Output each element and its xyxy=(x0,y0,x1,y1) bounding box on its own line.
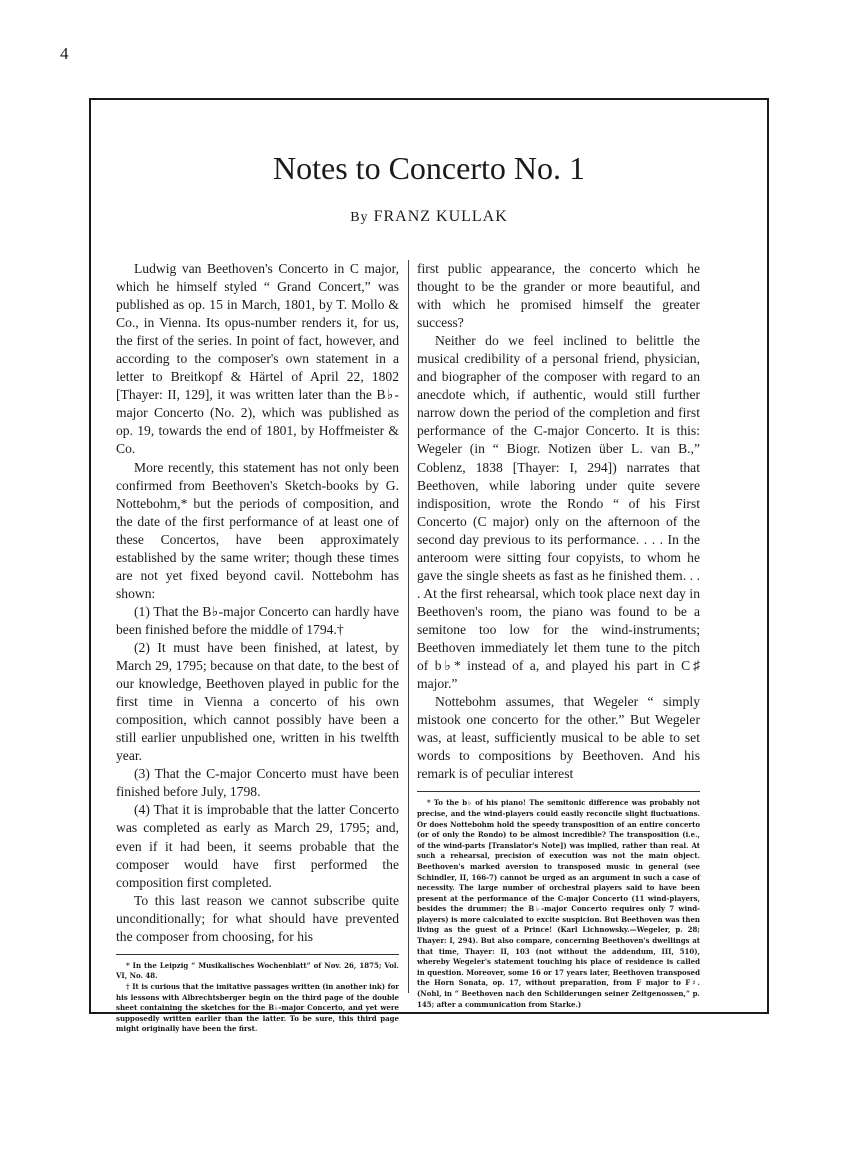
paragraph: Ludwig van Beethoven's Concerto in C major, which he himself styled “ Grand Concert,” was published as op. 15 in March, 1801, by T. Mollo & Co., in Vienna. Its opus-number renders it, for us, the first of the series. In point of fact, however, and according to the composer's own statement in a letter to Breitkopf & Härtel of April 22, 1802 [Thayer: II, 129], it was written later than the B♭-major Concerto (No. 2), which was published as op. 19, towards the end of 1801, by Hoffmeister & Co. xyxy=(116,261,399,457)
byline-author: FRANZ KULLAK xyxy=(373,208,508,225)
article-frame xyxy=(89,98,769,1034)
paragraph: Neither do we feel inclined to belittle the musical credibility of a personal friend, physician, and biographer of the composer with regard to an anecdote which, if authentic, would still further narrow down the period of the completion and first performance of the C-major Concerto. It is this: Wegeler (in “ Biogr. Notizen über L. van B.,” Coblenz, 1838 [Thayer: I, 294]) narrates that Beethoven, while laboring under quite severe indisposition, wrote the Rondo “ of his First Concerto (C major) only on the afternoon of the second day previous to its performance. . . . In the anteroom were sitting four copyists, to whom he gave the single sheets as fast as he finished them. . . . At the first rehearsal, which took place next day in Beethoven's room, the piano was found to be a semitone too low for the wind-instruments; Beethoven immediately let them tune to the pitch of b♭* instead of a, and played his part in C♯ major.” xyxy=(417,333,700,692)
byline xyxy=(91,208,767,226)
footnote: * To the b♭ of his piano! The semitonic difference was probably not precise, and the wind-players could easily reconcile slight fluctuations. Or does Nottebohm hold the speedy transposition of an entire concerto (or of only the Rondo) to be almost incredible? The transposition (i.e., of the wind-parts [Translator's Note]) was implied, rather than real. At such a rehearsal, precision of execution was not the main object. Beethoven's marked aversion to transposed music in general (see Schindler, II, 166-7) cannot be urged as an argument in such a case of necessity. The large number of orchestral players said to have been present at the performance of the C-major Concerto (11 wind-players, besides the drummer; the B♭-major Concerto requires only 7 wind-players) is more calculated to excite suspicion. But Beethoven was then living as the guest of a Prince! (Karl Lichnowsky.—Wegeler, p. 28; Thayer: I, 294). But also compare, concerning Beethoven's dwellings at that time, Thayer: II, 103 (not without the addendum, III, 510), whereby Wegeler's statement touching his place of residence is called in question. Moreover, some 16 or 17 years later, Beethoven transposed the Horn Sonata, op. 17, without preparation, from F major to F♯. (Nohl, in “ Beethoven nach den Schilderungen seiner Zeitgenossen,” p. 145; after a communication from Starke.) xyxy=(417,798,700,1009)
page-title: Notes to Concerto No. 1 xyxy=(273,150,585,186)
paragraph: (3) That the C-major Concerto must have been finished before July, 1798. xyxy=(116,766,399,800)
paragraph: To this last reason we cannot subscribe quite unconditionally; for what should have prevented the composer from choosing, for his xyxy=(116,892,399,944)
right-column xyxy=(417,260,700,1010)
paragraph: More recently, this statement has not only been confirmed from Beethoven's Sketch-books by G. Nottebohm,* but the periods of composition, and the date of the first performance of at least one of these Concertos, have been approximately established by the same writer; though these times are not yet fixed beyond cavil. Nottebohm has shown: xyxy=(116,459,399,601)
footnote: † It is curious that the imitative passages written (in another ink) for his lessons with Albrechtsberger begin on the third page of the double sheet containing the sketches for the B♭-major Concerto, and yet were supposedly written earlier than the latter. To be sure, this third page might originally have been the first. xyxy=(116,981,399,1034)
paragraph: (2) It must have been finished, at latest, by March 29, 1795; because on that date, to the best of our knowledge, Beethoven played in public for the first time in Vienna a concerto of his own composition, which cannot possibly have been a still earlier unpublished one, written in his twelfth year. xyxy=(116,639,399,764)
paragraph: first public appearance, the concerto which he thought to be the grander or more beautiful, and with which he promised himself the greater success? xyxy=(417,261,700,331)
footnote: * In the Leipzig “ Musikalisches Wochenblatt” of Nov. 26, 1875; Vol. VI, No. 48. xyxy=(116,960,399,981)
byline-by: By xyxy=(350,210,369,225)
paragraph: (4) That it is improbable that the latter Concerto was completed as early as March 29, 1795; and, even if it had been, it seems probable that the composer would have first performed the composition first completed. xyxy=(116,802,399,890)
left-column xyxy=(116,260,399,1035)
footnote-divider xyxy=(116,954,399,955)
footnote-divider xyxy=(417,791,700,792)
column-divider xyxy=(408,260,409,993)
paragraph: (1) That the B♭-major Concerto can hardly have been finished before the middle of 1794.† xyxy=(116,603,399,637)
page-number: 4 xyxy=(60,44,69,63)
paragraph: Nottebohm assumes, that Wegeler “ simply mistook one concerto for the other.” But Wegeler was, at least, sufficiently musical to be able to set words to compositions by Beethoven. And his remark is of peculiar interest xyxy=(417,694,700,782)
